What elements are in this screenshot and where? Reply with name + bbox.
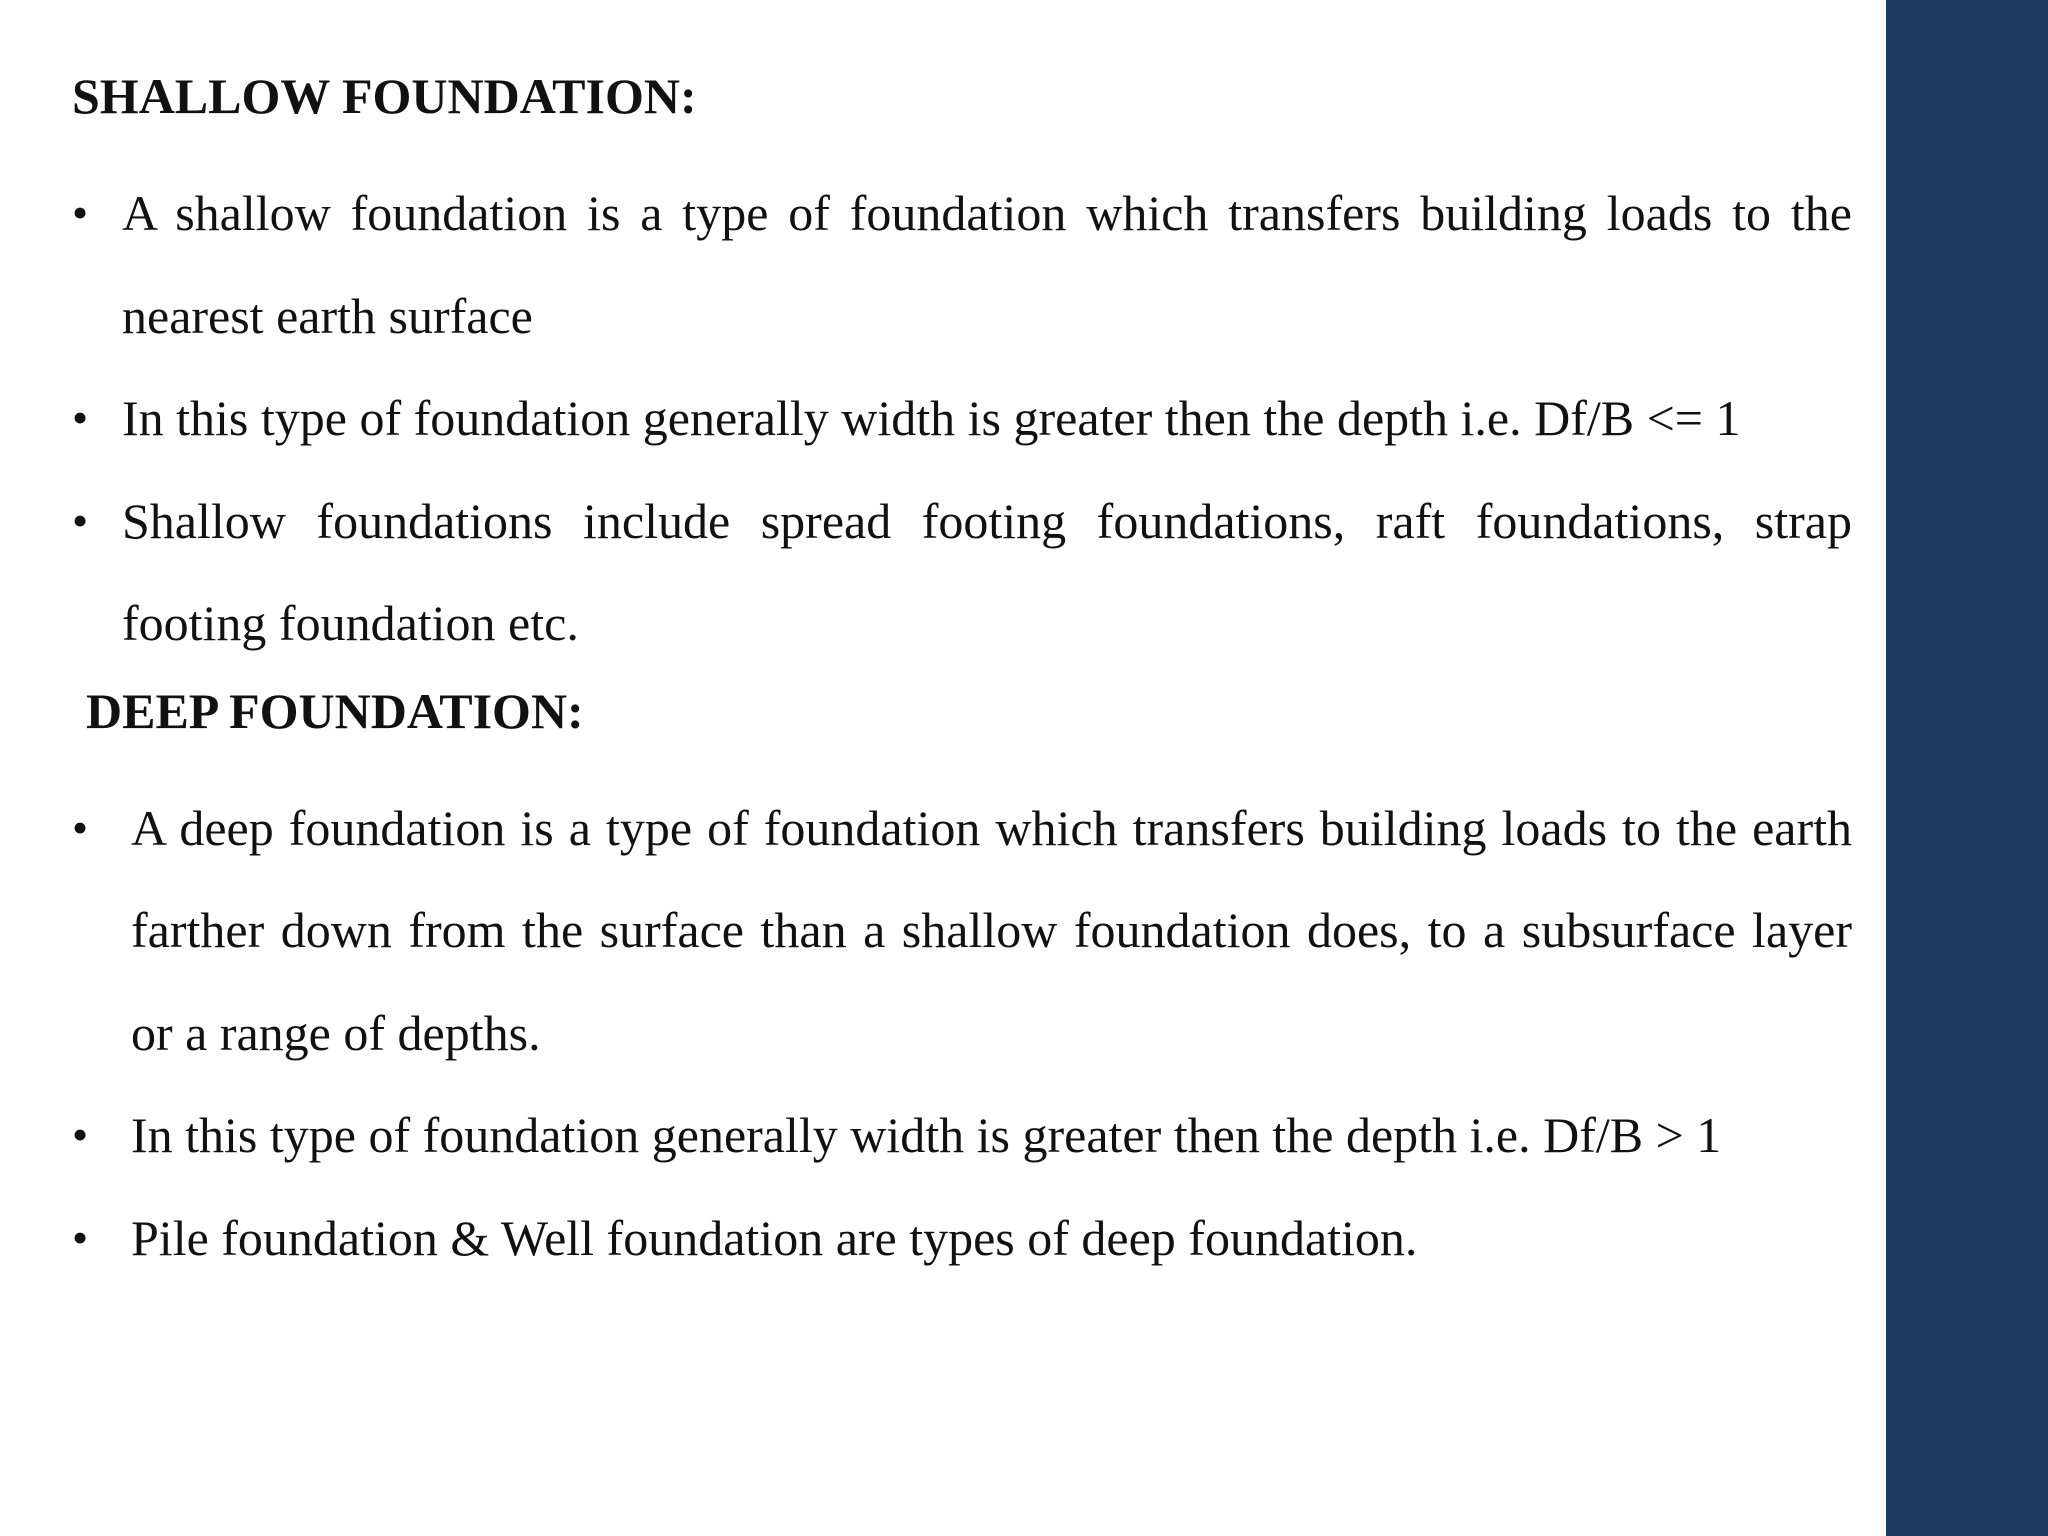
list-item [72,1187,1852,1290]
deep-foundation-heading: DEEP FOUNDATION: [86,682,584,739]
bullet-icon: • [72,187,89,238]
list-item [72,162,1852,367]
list-item [72,1084,1852,1187]
list-item [72,367,1852,470]
bullet-text: A shallow foundation is a type of foundation which transfers building loads to the nearest earth surface [122,185,1852,344]
list-item [72,470,1852,675]
bullet-icon: • [72,1109,89,1160]
bullet-text: In this type of foundation generally width is greater then the depth i.e. Df/B <= 1 [122,390,1741,446]
shallow-foundation-heading: SHALLOW FOUNDATION: [72,68,697,124]
deep-foundation-list [72,777,1852,1290]
bullet-icon: • [72,392,89,443]
list-item [72,777,1852,1085]
slide-content [72,60,1852,1289]
bullet-text: In this type of foundation generally width is greater then the depth i.e. Df/B > 1 [131,1107,1722,1163]
accent-side-bar [1886,0,2048,1536]
bullet-icon: • [72,1211,89,1263]
shallow-foundation-list [72,162,1852,675]
bullet-text: Shallow foundations include spread footing foundations, raft foundations, strap footing foundation etc. [122,492,1852,651]
bullet-text: A deep foundation is a type of foundation which transfers building loads to the earth farther down from the surface than a shallow foundation does, to a subsurface layer or a range of depths. [131,799,1852,1061]
bullet-icon: • [72,494,89,546]
bullet-text: Pile foundation & Well foundation are types of deep foundation. [131,1209,1418,1266]
bullet-icon: • [72,801,89,853]
